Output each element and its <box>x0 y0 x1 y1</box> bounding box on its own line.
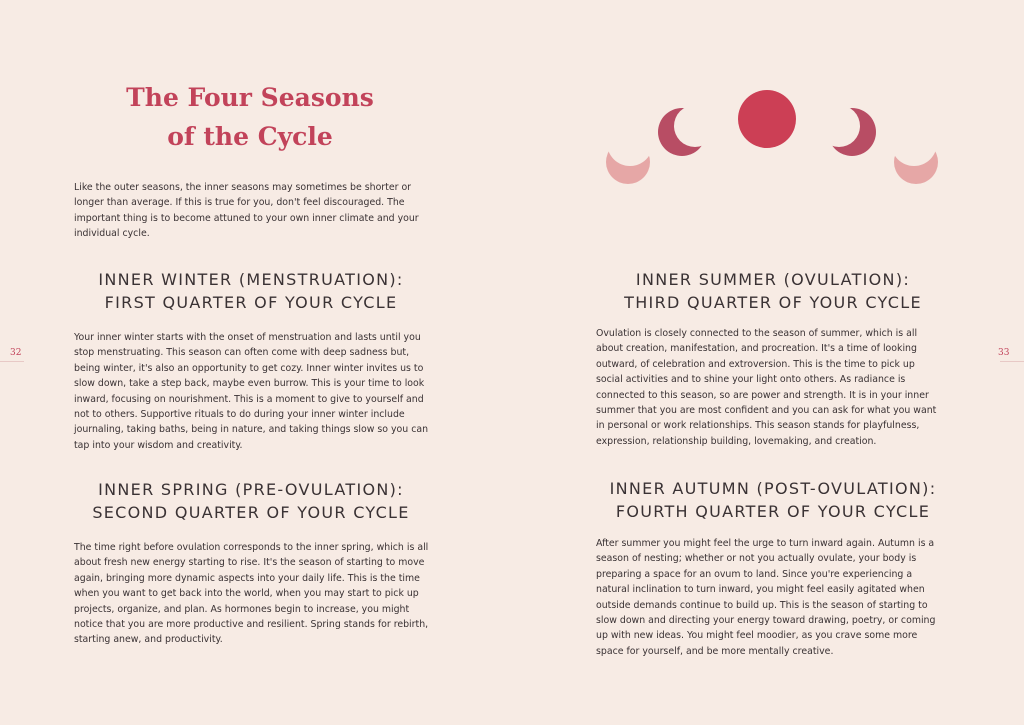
left-page-tick <box>0 361 24 362</box>
winter-heading-line-1: INNER WINTER (MENSTRUATION): <box>98 270 404 289</box>
title-line-1: The Four Seasons <box>126 83 374 112</box>
spring-heading-line-2: SECOND QUARTER OF YOUR CYCLE <box>92 503 410 522</box>
page-number-left: 32 <box>10 348 22 358</box>
right-page <box>512 0 1024 725</box>
page-number-right: 33 <box>998 348 1010 358</box>
summer-paragraph: Ovulation is closely connected to the season of summer, which is all about creation, manifestation, and procreation. It's a time of looking outward, of celebration and extroversion. This is the time to pick up social activities and to shine your light onto others. As radiance is connected to this season, so are power and strength. It is in your inner summer that you are most confident and you can ask for what you want in personal or work relationships. This season stands for playfulness, expression, relationship building, lovemaking, and creation. <box>596 328 937 447</box>
autumn-paragraph: After summer you might feel the urge to turn inward again. Autumn is a season of nesting; whether or not you actually ovulate, your body is preparing a space for an ovum to land. Since you're experiencing a natural inclination to turn inward, you might feel easily agitated when outside demands continue to build up. This is the season of starting to slow down and directing your energy toward drawing, poetry, or coming up with new ideas. You might feel moodier, as you crave some more space for yourself, and be more mentally creative. <box>596 538 936 657</box>
autumn-heading-line-2: FOURTH QUARTER OF YOUR CYCLE <box>615 502 931 521</box>
summer-heading-line-1: INNER SUMMER (OVULATION): <box>635 270 911 289</box>
summer-heading-line-2: THIRD QUARTER OF YOUR CYCLE <box>624 293 922 312</box>
spring-heading <box>56 478 446 524</box>
summer-heading <box>578 268 968 314</box>
title-line-2: of the Cycle <box>167 122 333 151</box>
page-title <box>60 78 440 156</box>
spring-heading-line-1: INNER SPRING (PRE-OVULATION): <box>98 480 404 499</box>
intro-paragraph: Like the outer seasons, the inner seasons may sometimes be shorter or longer than average. If this is true for you, don't feel discouraged. The important thing is to become attuned to your own inner climate and your individual cycle. <box>74 182 419 240</box>
autumn-heading-line-1: INNER AUTUMN (POST-OVULATION): <box>609 479 937 498</box>
spring-paragraph: The time right before ovulation corresponds to the inner spring, which is all about fresh new energy starting to rise. It's the season of starting to move again, bringing more dynamic aspects into your daily life. This is the time when you want to get back into the world, when you may start to pick up projects, organize, and plan. As hormones begin to increase, you might notice that you are more productive and resilient. Spring stands for rebirth, starting anew, and productivity. <box>74 542 429 646</box>
waning-crescent-icon <box>512 0 1024 200</box>
moon-phases-illustration <box>512 0 1024 200</box>
winter-heading <box>56 268 446 314</box>
winter-paragraph: Your inner winter starts with the onset of menstruation and lasts until you stop menstruating. This season can often come with deep sadness but, being winter, it's also an opportunity to get cozy. Inner winter invites us to slow down, take a step back, maybe even burrow. This is your time to look inward, focusing on nourishment. This is a moment to give to yourself and not to others. Supportive rituals to do during your inner winter include journaling, taking baths, being in nature, and taking things slow so you can tap into your wisdom and creativity. <box>74 332 429 451</box>
autumn-heading <box>578 477 968 523</box>
right-page-tick <box>1000 361 1024 362</box>
winter-heading-line-2: FIRST QUARTER OF YOUR CYCLE <box>104 293 398 312</box>
